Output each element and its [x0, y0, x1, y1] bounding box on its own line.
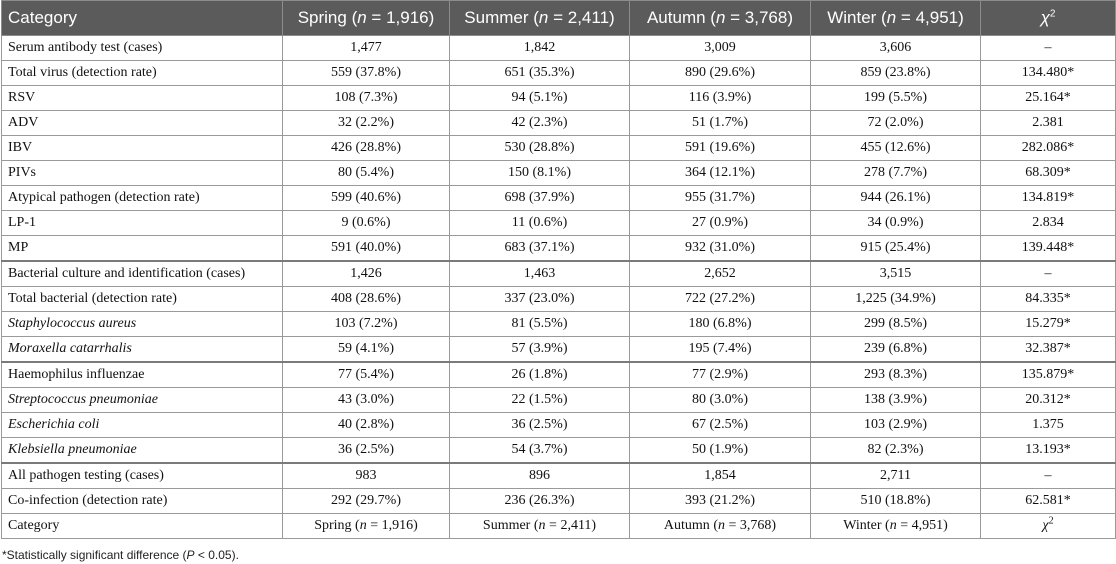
row-label: Total virus (detection rate) — [2, 61, 283, 86]
winter-cell: 103 (2.9%) — [811, 413, 981, 438]
table-row — [2, 186, 1116, 211]
chi-square-cell: 68.309* — [981, 161, 1116, 186]
autumn-cell: 180 (6.8%) — [630, 312, 811, 337]
chi-square-cell: 135.879* — [981, 362, 1116, 388]
summer-cell: 26 (1.8%) — [450, 362, 630, 388]
results-table — [1, 0, 1116, 539]
repeated-header-category: Category — [2, 514, 283, 539]
winter-cell: 455 (12.6%) — [811, 136, 981, 161]
autumn-cell: 195 (7.4%) — [630, 337, 811, 363]
chi-square-cell: 84.335* — [981, 287, 1116, 312]
chi-square-cell: 2.381 — [981, 111, 1116, 136]
row-label: Atypical pathogen (detection rate) — [2, 186, 283, 211]
spring-cell: 59 (4.1%) — [283, 337, 450, 363]
spring-cell: 9 (0.6%) — [283, 211, 450, 236]
header-chi-square: $\chi^2$ — [981, 1, 1116, 36]
autumn-cell: 67 (2.5%) — [630, 413, 811, 438]
table-row — [2, 413, 1116, 438]
winter-cell: 3,515 — [811, 261, 981, 287]
chi-square-cell: – — [981, 261, 1116, 287]
repeated-header-winter: Winter (n = 4,951) — [811, 514, 981, 539]
autumn-cell: 364 (12.1%) — [630, 161, 811, 186]
repeated-header-autumn: Autumn (n = 3,768) — [630, 514, 811, 539]
row-label: Streptococcus pneumoniae — [2, 388, 283, 413]
winter-cell: 293 (8.3%) — [811, 362, 981, 388]
winter-cell: 82 (2.3%) — [811, 438, 981, 464]
autumn-cell: 27 (0.9%) — [630, 211, 811, 236]
summer-cell: 94 (5.1%) — [450, 86, 630, 111]
row-label: Total bacterial (detection rate) — [2, 287, 283, 312]
row-label: Staphylococcus aureus — [2, 312, 283, 337]
winter-cell: 34 (0.9%) — [811, 211, 981, 236]
winter-cell: 859 (23.8%) — [811, 61, 981, 86]
autumn-cell: 50 (1.9%) — [630, 438, 811, 464]
chi-square-cell: 1.375 — [981, 413, 1116, 438]
row-label: ADV — [2, 111, 283, 136]
spring-cell: 80 (5.4%) — [283, 161, 450, 186]
winter-cell: 199 (5.5%) — [811, 86, 981, 111]
table-row — [2, 261, 1116, 287]
spring-cell: 32 (2.2%) — [283, 111, 450, 136]
autumn-cell: 1,854 — [630, 463, 811, 489]
autumn-cell: 890 (29.6%) — [630, 61, 811, 86]
winter-cell: 278 (7.7%) — [811, 161, 981, 186]
table-row — [2, 337, 1116, 363]
spring-cell: 1,477 — [283, 36, 450, 61]
autumn-cell: 955 (31.7%) — [630, 186, 811, 211]
repeated-header-chi-square: $\chi^2$ — [981, 514, 1116, 539]
autumn-cell: 3,009 — [630, 36, 811, 61]
autumn-cell: 77 (2.9%) — [630, 362, 811, 388]
header-winter: Winter (n = 4,951) — [811, 1, 981, 36]
autumn-cell: 722 (27.2%) — [630, 287, 811, 312]
summer-cell: 42 (2.3%) — [450, 111, 630, 136]
header-spring: Spring (n = 1,916) — [283, 1, 450, 36]
table-row — [2, 438, 1116, 464]
summer-cell: 150 (8.1%) — [450, 161, 630, 186]
chi-square-cell: 20.312* — [981, 388, 1116, 413]
spring-cell: 77 (5.4%) — [283, 362, 450, 388]
row-label: Co-infection (detection rate) — [2, 489, 283, 514]
summer-cell: 896 — [450, 463, 630, 489]
repeated-header-summer: Summer (n = 2,411) — [450, 514, 630, 539]
spring-cell: 108 (7.3%) — [283, 86, 450, 111]
table-header — [2, 1, 1116, 36]
winter-cell: 72 (2.0%) — [811, 111, 981, 136]
table-row — [2, 463, 1116, 489]
row-label: Moraxella catarrhalis — [2, 337, 283, 363]
spring-cell: 599 (40.6%) — [283, 186, 450, 211]
table-row — [2, 61, 1116, 86]
summer-cell: 530 (28.8%) — [450, 136, 630, 161]
spring-cell: 36 (2.5%) — [283, 438, 450, 464]
table-row — [2, 36, 1116, 61]
winter-cell: 2,711 — [811, 463, 981, 489]
summer-cell: 1,842 — [450, 36, 630, 61]
spring-cell: 40 (2.8%) — [283, 413, 450, 438]
summer-cell: 1,463 — [450, 261, 630, 287]
winter-cell: 510 (18.8%) — [811, 489, 981, 514]
spring-cell: 1,426 — [283, 261, 450, 287]
header-category: Category — [2, 1, 283, 36]
chi-square-cell: – — [981, 463, 1116, 489]
chi-square-cell: 25.164* — [981, 86, 1116, 111]
chi-square-cell: 282.086* — [981, 136, 1116, 161]
chi-square-cell: 62.581* — [981, 489, 1116, 514]
chi-square-cell: 2.834 — [981, 211, 1116, 236]
autumn-cell: 2,652 — [630, 261, 811, 287]
row-label: Haemophilus influenzae — [2, 362, 283, 388]
row-label: Serum antibody test (cases) — [2, 36, 283, 61]
chi-square-cell: – — [981, 36, 1116, 61]
table-row — [2, 86, 1116, 111]
autumn-cell: 51 (1.7%) — [630, 111, 811, 136]
winter-cell: 1,225 (34.9%) — [811, 287, 981, 312]
chi-square-cell: 139.448* — [981, 236, 1116, 262]
summer-cell: 683 (37.1%) — [450, 236, 630, 262]
spring-cell: 983 — [283, 463, 450, 489]
row-label: MP — [2, 236, 283, 262]
spring-cell: 292 (29.7%) — [283, 489, 450, 514]
autumn-cell: 932 (31.0%) — [630, 236, 811, 262]
summer-cell: 698 (37.9%) — [450, 186, 630, 211]
summer-cell: 651 (35.3%) — [450, 61, 630, 86]
winter-cell: 138 (3.9%) — [811, 388, 981, 413]
repeated-header-row — [2, 514, 1116, 539]
autumn-cell: 393 (21.2%) — [630, 489, 811, 514]
row-label: PIVs — [2, 161, 283, 186]
table-row — [2, 211, 1116, 236]
header-row — [2, 1, 1116, 36]
spring-cell: 43 (3.0%) — [283, 388, 450, 413]
row-label: RSV — [2, 86, 283, 111]
table-row — [2, 489, 1116, 514]
row-label: LP-1 — [2, 211, 283, 236]
row-label: Klebsiella pneumoniae — [2, 438, 283, 464]
chi-square-cell: 32.387* — [981, 337, 1116, 363]
table-row — [2, 287, 1116, 312]
chi-square-cell: 134.480* — [981, 61, 1116, 86]
winter-cell: 299 (8.5%) — [811, 312, 981, 337]
table-row — [2, 312, 1116, 337]
spring-cell: 408 (28.6%) — [283, 287, 450, 312]
table-row — [2, 236, 1116, 262]
spring-cell: 103 (7.2%) — [283, 312, 450, 337]
repeated-header-spring: Spring (n = 1,916) — [283, 514, 450, 539]
summer-cell: 236 (26.3%) — [450, 489, 630, 514]
summer-cell: 11 (0.6%) — [450, 211, 630, 236]
summer-cell: 57 (3.9%) — [450, 337, 630, 363]
table-row — [2, 388, 1116, 413]
row-label: Escherichia coli — [2, 413, 283, 438]
chi-square-cell: 15.279* — [981, 312, 1116, 337]
chi-square-cell: 134.819* — [981, 186, 1116, 211]
summer-cell: 54 (3.7%) — [450, 438, 630, 464]
spring-cell: 426 (28.8%) — [283, 136, 450, 161]
summer-cell: 81 (5.5%) — [450, 312, 630, 337]
header-summer: Summer (n = 2,411) — [450, 1, 630, 36]
row-label: IBV — [2, 136, 283, 161]
row-label: All pathogen testing (cases) — [2, 463, 283, 489]
autumn-cell: 80 (3.0%) — [630, 388, 811, 413]
header-autumn: Autumn (n = 3,768) — [630, 1, 811, 36]
winter-cell: 3,606 — [811, 36, 981, 61]
table-row — [2, 136, 1116, 161]
spring-cell: 559 (37.8%) — [283, 61, 450, 86]
spring-cell: 591 (40.0%) — [283, 236, 450, 262]
chi-square-cell: 13.193* — [981, 438, 1116, 464]
winter-cell: 239 (6.8%) — [811, 337, 981, 363]
winter-cell: 915 (25.4%) — [811, 236, 981, 262]
row-label: Bacterial culture and identification (cases) — [2, 261, 283, 287]
table-row — [2, 362, 1116, 388]
winter-cell: 944 (26.1%) — [811, 186, 981, 211]
table-row — [2, 111, 1116, 136]
table-row — [2, 161, 1116, 186]
footnote: *Statistically significant difference (P < 0.05). — [2, 548, 239, 562]
autumn-cell: 116 (3.9%) — [630, 86, 811, 111]
autumn-cell: 591 (19.6%) — [630, 136, 811, 161]
summer-cell: 36 (2.5%) — [450, 413, 630, 438]
summer-cell: 337 (23.0%) — [450, 287, 630, 312]
table-body — [2, 36, 1116, 539]
summer-cell: 22 (1.5%) — [450, 388, 630, 413]
